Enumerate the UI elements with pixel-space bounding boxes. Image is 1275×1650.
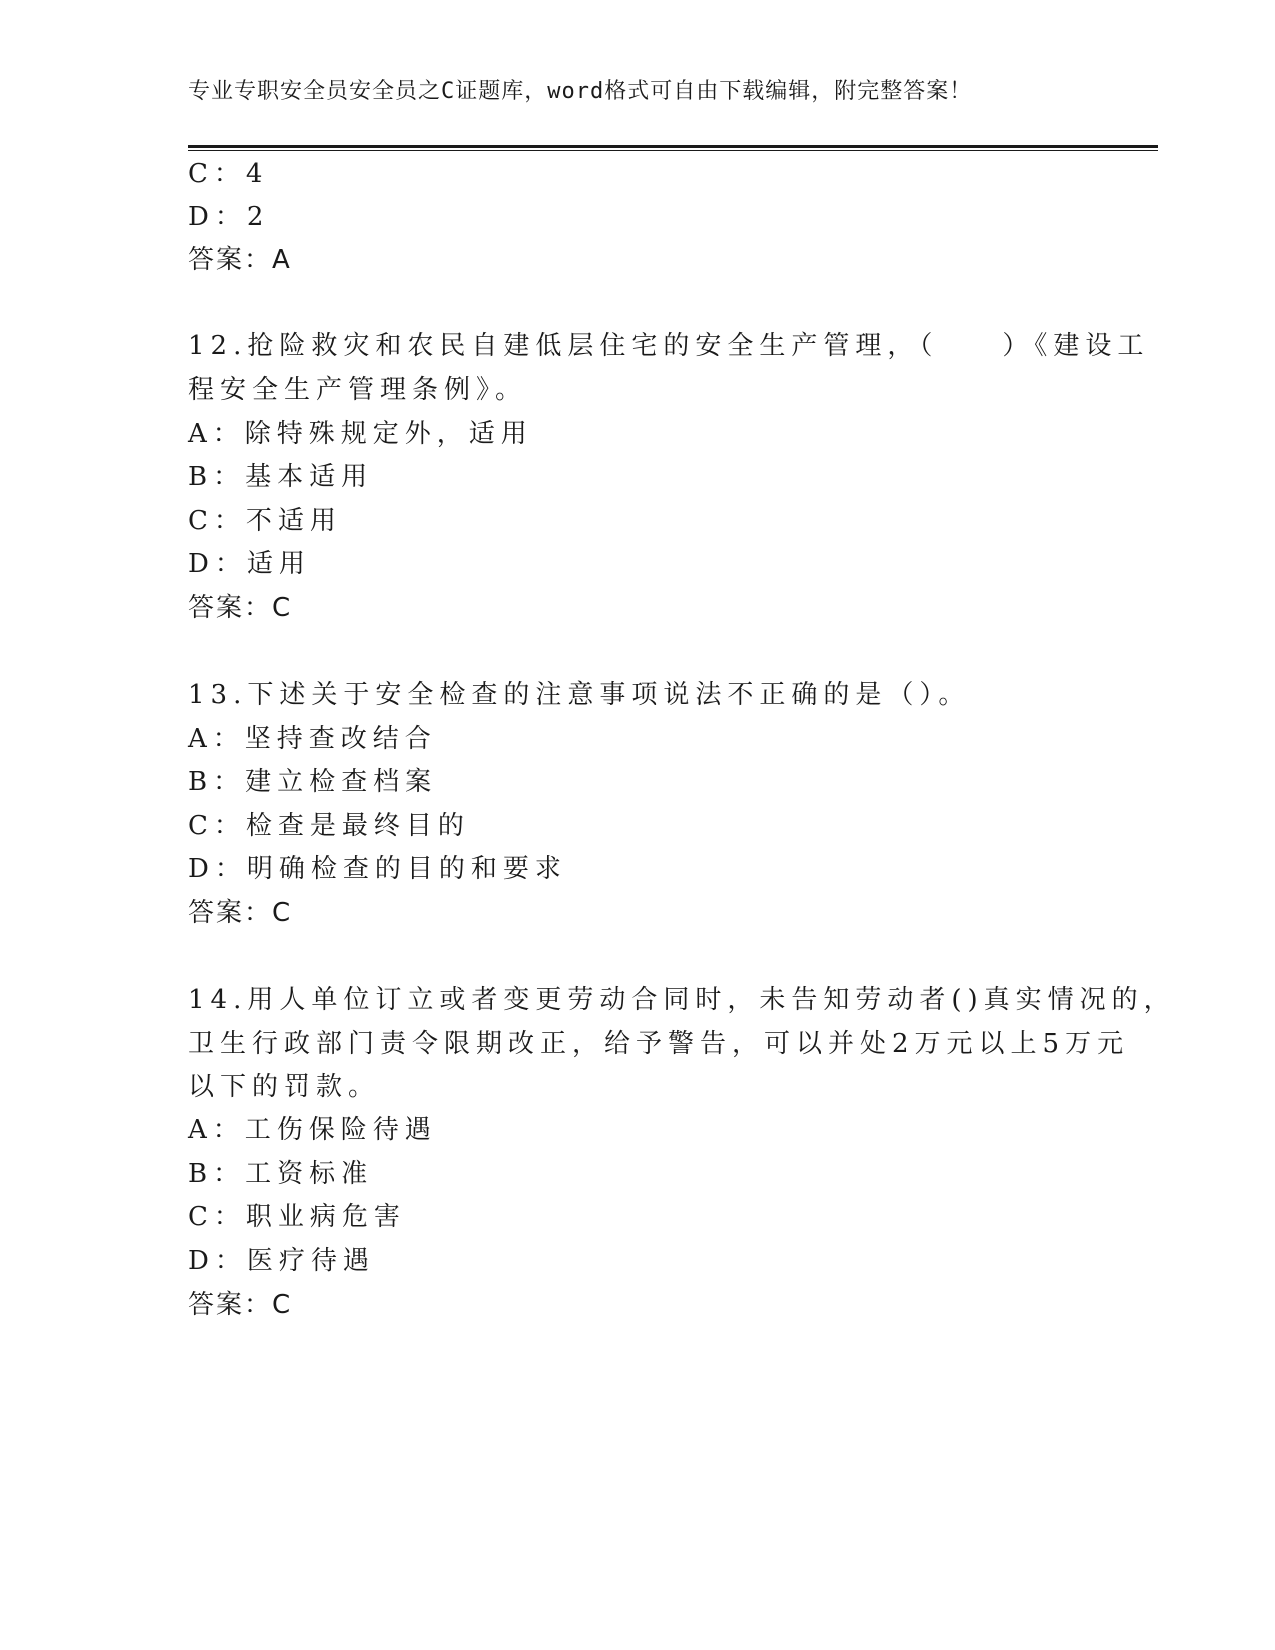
answer-line: 答案：C xyxy=(188,898,293,928)
option-line: C：不适用 xyxy=(188,506,342,536)
option-line: B：工资标准 xyxy=(188,1159,374,1189)
question-text: 14.用人单位订立或者变更劳动合同时，未告知劳动者()真实情况的， xyxy=(188,985,1176,1015)
option-line: B：建立检查档案 xyxy=(188,767,438,797)
question-text: 以下的罚款。 xyxy=(188,1072,381,1102)
option-line: C：检查是最终目的 xyxy=(188,811,470,841)
answer-line: 答案：C xyxy=(188,593,293,623)
option-line: A：坚持查改结合 xyxy=(188,724,437,754)
option-line: D：医疗待遇 xyxy=(188,1246,375,1276)
question-text: 程安全生产管理条例》。 xyxy=(188,375,528,405)
header-rule-thin xyxy=(188,150,1158,151)
question-text: 12.抢险救灾和农民自建低层住宅的安全生产管理，（ ）《建设工 xyxy=(188,331,1150,361)
question-text: 卫生行政部门责令限期改正，给予警告，可以并处2万元以上5万元 xyxy=(188,1029,1130,1059)
option-line: B：基本适用 xyxy=(188,462,374,492)
question-text: 13.下述关于安全检查的注意事项说法不正确的是（）。 xyxy=(188,680,971,710)
option-line: A：除特殊规定外，适用 xyxy=(188,419,533,449)
answer-line: 答案：C xyxy=(188,1290,293,1320)
option-line: C：职业病危害 xyxy=(188,1202,406,1232)
header-rule-thick xyxy=(188,145,1158,148)
page-header: 专业专职安全员安全员之C证题库，word格式可自由下载编辑，附完整答案！ xyxy=(188,79,973,104)
option-line: D：2 xyxy=(188,202,270,232)
answer-line: 答案：A xyxy=(188,245,292,275)
option-line: D：明确检查的目的和要求 xyxy=(188,854,567,884)
option-line: A：工伤保险待遇 xyxy=(188,1115,437,1145)
option-line: D：适用 xyxy=(188,549,311,579)
option-line: C：4 xyxy=(188,159,269,189)
